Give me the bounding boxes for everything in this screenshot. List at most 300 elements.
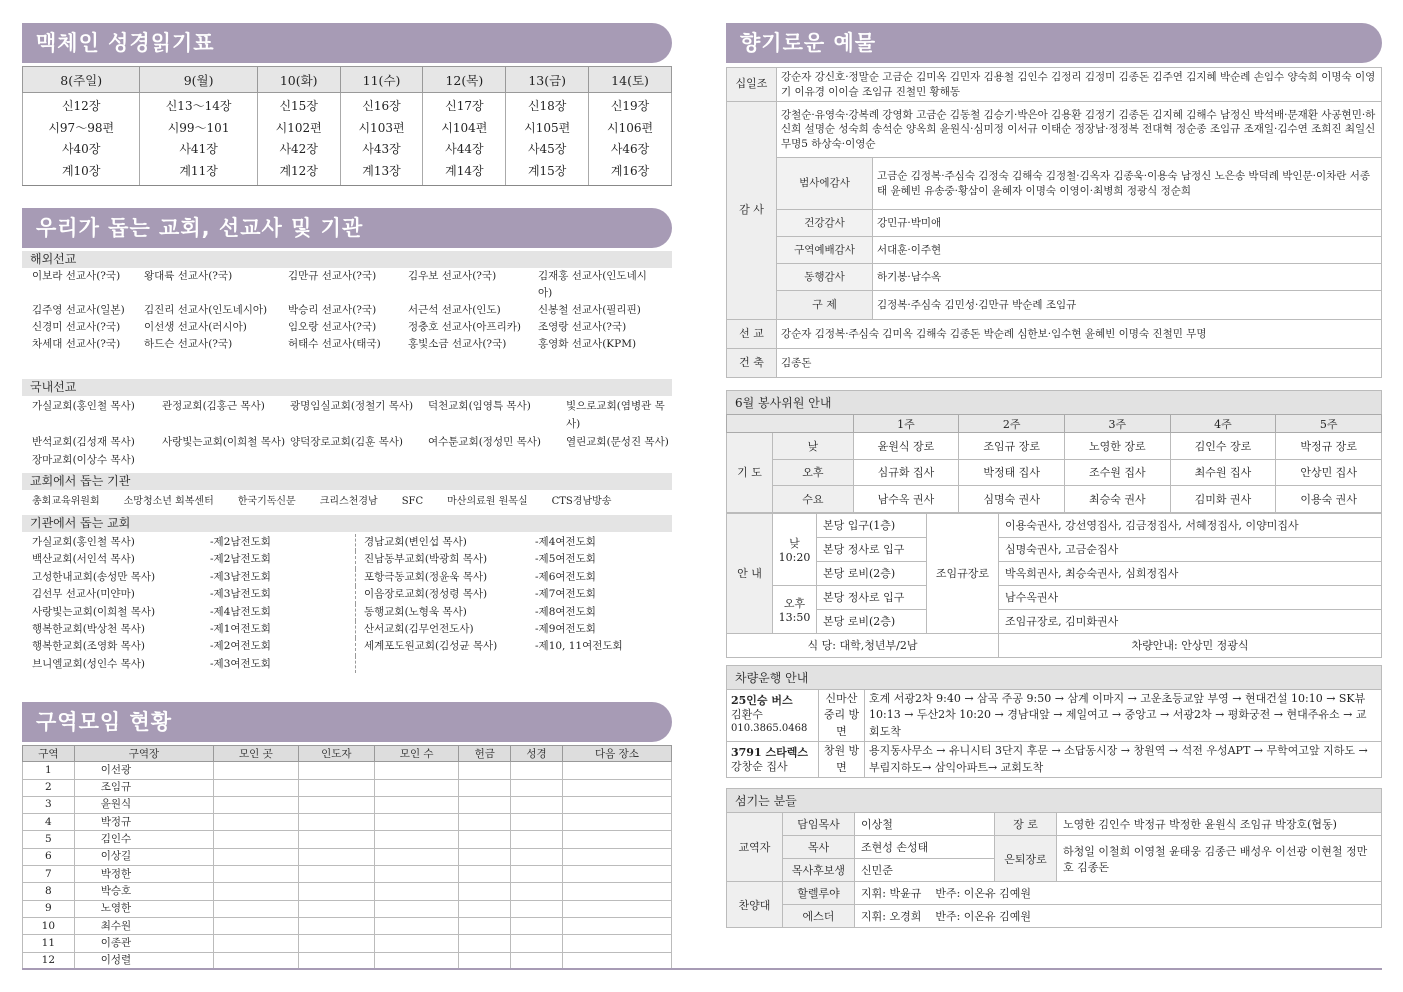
relief-names: 김정복·주심숙 김민성·김만규 박순례 조임규 bbox=[873, 291, 1382, 320]
area-meeting-title: 구역모임 현황 bbox=[22, 702, 672, 742]
domestic-church: 광명임실교회(정철기 목사) bbox=[290, 400, 414, 412]
reading: 시105편 bbox=[524, 120, 571, 135]
prayer-slot: 오후 bbox=[773, 459, 854, 486]
church-name: 백산교회(서인석 목사) bbox=[32, 553, 135, 566]
elders-names: 노영한 김인수 박정규 박정한 윤원식 조임규 박장호(협동) bbox=[1057, 813, 1382, 836]
minister-role: 목사후보생 bbox=[783, 859, 855, 882]
area-cell bbox=[459, 831, 511, 848]
day-header: 9(월) bbox=[140, 67, 257, 93]
area-cell bbox=[214, 900, 298, 917]
missionary: 김주영 선교사(일본) bbox=[32, 304, 125, 316]
overseas-label: 해외선교 bbox=[22, 251, 672, 268]
week-header: 4주 bbox=[1170, 415, 1276, 433]
area-leader: 이선광 bbox=[74, 762, 213, 779]
area-cell bbox=[214, 814, 298, 831]
guide-names: 박옥희권사, 최승숙권사, 심희정집사 bbox=[999, 561, 1382, 585]
choir-name: 할렐루야 bbox=[783, 882, 855, 905]
table-row bbox=[727, 633, 1382, 657]
missionary: 조영랑 선교사(?국) bbox=[538, 321, 627, 333]
prayer-person: 최수원 집사 bbox=[1170, 459, 1276, 486]
guide-label: 안 내 bbox=[727, 513, 773, 633]
minister-name: 신민준 bbox=[855, 859, 995, 882]
thanks-names: 강철순·유영숙·강복례 강영화 고금순 김동철 김승기·박은아 김용환 김정기 김종돈 김지혜 김해수 남정신 박석배·문재환 사공현민·하신희 설명순 성숙희 송석순 양옥희 윤원식·심미정 이서규 이태순 정장남·정정복 전대혁 정순종 조임규 조재일·김수연 조희진 최일신 무명5 하상숙·이영순 bbox=[777, 102, 1382, 158]
table-row bbox=[727, 486, 1382, 513]
day-readings bbox=[506, 93, 589, 186]
area-cell bbox=[562, 952, 671, 969]
domestic-church: 장마교회(이상수 목사) bbox=[32, 454, 135, 466]
guide-place: 본당 정사로 입구 bbox=[817, 537, 927, 561]
right-column bbox=[726, 0, 1382, 928]
church-name: 이음장로교회(정성령 목사) bbox=[355, 586, 535, 603]
thanks-sub-label: 건강감사 bbox=[777, 210, 873, 237]
day-readings bbox=[257, 93, 340, 186]
area-cell bbox=[214, 866, 298, 883]
guide-slot-afternoon bbox=[773, 585, 817, 633]
prayer-person: 박정규 장로 bbox=[1276, 433, 1382, 460]
reading: 신18장 bbox=[527, 99, 567, 113]
churches-list bbox=[22, 534, 672, 673]
day-header: 11(수) bbox=[340, 67, 423, 93]
thanks-sub-names: 강민규·박미애 bbox=[873, 210, 1382, 237]
reading: 계16장 bbox=[610, 163, 650, 178]
area-leader: 김인수 bbox=[74, 831, 213, 848]
minister-name: 이상철 bbox=[855, 813, 995, 836]
area-cell bbox=[459, 814, 511, 831]
bus1-route: 호계 서광2차 9:40 → 삼곡 주공 9:50 → 삼계 이마지 → 고운초등교앞 부영 → 현대건설 10:10 → SK뷰 10:13 → 두산2차 10:20 → 경남대앞 → 제일여고 → 중앙고 → 서광2차 → 평화궁전 → 현대주유소 → 교회도착 bbox=[865, 689, 1382, 742]
area-cell bbox=[214, 831, 298, 848]
area-header: 다음 장소 bbox=[562, 746, 671, 762]
area-cell bbox=[374, 900, 458, 917]
church-sponsor: -제1여전도회 bbox=[210, 623, 271, 636]
guide-slot-time: 10:20 bbox=[778, 550, 811, 564]
church-name: 행복한교회(박상천 목사) bbox=[32, 623, 145, 636]
area-header: 모인 수 bbox=[374, 746, 458, 762]
missionary: 홍영화 선교사(KPM) bbox=[538, 338, 637, 350]
church-name: 세계포도원교회(김성균 목사) bbox=[355, 638, 535, 655]
table-row bbox=[23, 848, 672, 865]
area-cell bbox=[511, 935, 563, 952]
area-cell bbox=[374, 831, 458, 848]
table-row bbox=[23, 814, 672, 831]
guide-slot-name: 낮 bbox=[789, 536, 800, 550]
area-number: 12 bbox=[23, 952, 75, 969]
day-readings bbox=[340, 93, 423, 186]
area-cell bbox=[511, 900, 563, 917]
guide-slot-time: 13:50 bbox=[778, 610, 811, 624]
ministers-label: 교역자 bbox=[727, 813, 783, 882]
area-cell bbox=[298, 796, 374, 813]
choir-accompanist: 반주: 이온유 김예원 bbox=[935, 910, 1032, 923]
church-sponsor bbox=[535, 656, 635, 673]
table-row bbox=[23, 952, 672, 969]
area-leader: 이상길 bbox=[74, 848, 213, 865]
day-readings bbox=[140, 93, 257, 186]
area-cell bbox=[214, 848, 298, 865]
table-row bbox=[23, 796, 672, 813]
missionary: 허태수 선교사(태국) bbox=[288, 338, 381, 350]
reading: 계13장 bbox=[362, 163, 401, 178]
area-cell bbox=[511, 779, 563, 796]
area-cell bbox=[298, 762, 374, 779]
prayer-label: 기 도 bbox=[727, 433, 773, 513]
area-cell bbox=[562, 917, 671, 934]
area-cell bbox=[562, 848, 671, 865]
prayer-person: 남수옥 권사 bbox=[853, 486, 959, 513]
bus2-name: 3791 스타렉스 bbox=[731, 745, 808, 759]
staff-title: 섬기는 분들 bbox=[726, 788, 1382, 812]
area-cell bbox=[298, 883, 374, 900]
guide-slot-name: 오후 bbox=[783, 596, 806, 610]
missionary: 왕대륙 선교사(?국) bbox=[144, 270, 233, 282]
area-number: 10 bbox=[23, 917, 75, 934]
overseas-mission-section bbox=[22, 251, 672, 353]
reading: 신19장 bbox=[610, 99, 650, 113]
institutions-label: 교회에서 돕는 기관 bbox=[22, 473, 672, 490]
prayer-person: 노영한 장로 bbox=[1064, 433, 1170, 460]
area-cell bbox=[459, 866, 511, 883]
bus1-phone: 010.3865.0468 bbox=[731, 723, 808, 735]
churches-label: 기관에서 돕는 교회 bbox=[22, 515, 672, 532]
area-header: 성경 bbox=[511, 746, 563, 762]
reading: 사46장 bbox=[610, 142, 650, 156]
domestic-church: 반석교회(김성재 목사) bbox=[32, 436, 135, 448]
institution: 크리스천경남 bbox=[319, 496, 378, 507]
area-cell bbox=[562, 866, 671, 883]
building-label: 건 축 bbox=[727, 349, 777, 378]
missionary: 이보라 선교사(?국) bbox=[32, 270, 121, 282]
missionary: 이선생 선교사(러시아) bbox=[144, 321, 247, 333]
area-number: 8 bbox=[23, 883, 75, 900]
domestic-church: 양덕장로교회(김훈 목사) bbox=[290, 436, 403, 448]
area-cell bbox=[562, 900, 671, 917]
thanks-label: 감 사 bbox=[727, 102, 777, 320]
prayer-person: 조수원 집사 bbox=[1064, 459, 1170, 486]
area-leader: 노영한 bbox=[74, 900, 213, 917]
area-cell bbox=[214, 883, 298, 900]
church-sponsor: -제8여전도회 bbox=[535, 605, 596, 618]
week-header: 3주 bbox=[1064, 415, 1170, 433]
church-sponsor: -제10, 11여전도회 bbox=[535, 640, 623, 653]
church-name: 가실교회(홍인철 목사) bbox=[32, 536, 135, 548]
area-cell bbox=[459, 900, 511, 917]
staff-section bbox=[726, 788, 1382, 928]
bus2-route: 용지동사무소 → 유니시티 3단지 후문 → 소답동시장 → 창원역 → 석전 우성APT → 무학여고앞 지하도 → 부림지하도→ 삼익아파트→ 교회도착 bbox=[865, 742, 1382, 778]
institution: 마산의료원 원목실 bbox=[447, 496, 528, 507]
vehicle-title: 차량운행 안내 bbox=[726, 665, 1382, 689]
week-header: 1주 bbox=[853, 415, 959, 433]
area-leader: 조임규 bbox=[74, 779, 213, 796]
area-header: 구역장 bbox=[74, 746, 213, 762]
bus1-driver: 김환수 bbox=[731, 708, 763, 722]
area-cell bbox=[374, 883, 458, 900]
area-cell bbox=[511, 831, 563, 848]
prayer-person: 심규화 집사 bbox=[853, 459, 959, 486]
reading: 사43장 bbox=[362, 142, 401, 156]
area-cell bbox=[511, 952, 563, 969]
prayer-slot: 낮 bbox=[773, 433, 854, 460]
table-row bbox=[23, 917, 672, 934]
reading: 신17장 bbox=[445, 99, 484, 113]
prayer-slot: 수요 bbox=[773, 486, 854, 513]
prayer-person: 김미화 권사 bbox=[1170, 486, 1276, 513]
table-row bbox=[727, 433, 1382, 460]
area-number: 4 bbox=[23, 814, 75, 831]
thanks-sub-label: 동행감사 bbox=[777, 264, 873, 291]
guide-names: 이용숙권사, 강선영집사, 김금정집사, 서혜정집사, 이양미집사 bbox=[999, 513, 1382, 537]
tithe-label: 십일조 bbox=[727, 68, 777, 102]
area-number: 6 bbox=[23, 848, 75, 865]
overseas-list bbox=[22, 268, 672, 353]
church-sponsor: -제3여전도회 bbox=[210, 657, 271, 670]
area-cell bbox=[511, 917, 563, 934]
building-names: 김종돈 bbox=[777, 349, 1382, 378]
institution: 소망청소년 회복센터 bbox=[123, 496, 214, 507]
area-header: 구역 bbox=[23, 746, 75, 762]
area-number: 1 bbox=[23, 762, 75, 779]
institution: 총회교육위원회 bbox=[32, 496, 100, 507]
reading: 계12장 bbox=[279, 163, 318, 178]
missionary: 박승리 선교사(?국) bbox=[288, 304, 377, 316]
reading: 시99～101 bbox=[167, 120, 230, 135]
reading: 시97～98편 bbox=[48, 120, 115, 135]
day-header: 14(토) bbox=[589, 67, 672, 93]
missionary: 하드슨 선교사(?국) bbox=[144, 338, 233, 350]
guide-place: 본당 입구(1층) bbox=[817, 513, 927, 537]
reading: 신12장 bbox=[61, 99, 101, 113]
choir-accompanist: 반주: 이온유 김예원 bbox=[935, 887, 1032, 900]
parking-info: 차량안내: 안상민 정광식 bbox=[999, 633, 1382, 657]
guide-leader: 조임규장로 bbox=[927, 513, 999, 633]
domestic-church: 열린교회(문성진 목사) bbox=[566, 436, 669, 448]
area-cell bbox=[511, 762, 563, 779]
area-cell bbox=[511, 848, 563, 865]
reading: 시106편 bbox=[607, 120, 654, 135]
support-title: 우리가 돕는 교회, 선교사 및 기관 bbox=[22, 208, 672, 248]
guide-names: 조임규장로, 김미화권사 bbox=[999, 609, 1382, 633]
bible-reading-table bbox=[22, 66, 672, 186]
missionary: 차세대 선교사(?국) bbox=[32, 338, 121, 350]
area-cell bbox=[374, 866, 458, 883]
area-number: 5 bbox=[23, 831, 75, 848]
bible-reading-title: 맥체인 성경읽기표 bbox=[22, 23, 672, 63]
domestic-church: 여수툰교회(정성민 목사) bbox=[428, 436, 541, 448]
area-cell bbox=[459, 917, 511, 934]
area-cell bbox=[214, 796, 298, 813]
thanks-sub-names: 하기봉·남수옥 bbox=[873, 264, 1382, 291]
table-row bbox=[23, 831, 672, 848]
reading: 계10장 bbox=[61, 163, 101, 178]
choir-staff bbox=[855, 882, 1382, 905]
domestic-list bbox=[22, 397, 672, 469]
staff-table bbox=[726, 812, 1382, 928]
missionary: 김재홍 선교사(인도네시아) bbox=[538, 270, 647, 299]
week-header: 5주 bbox=[1276, 415, 1382, 433]
bus2-driver: 강창순 집사 bbox=[731, 759, 788, 773]
area-number: 2 bbox=[23, 779, 75, 796]
day-header: 12(목) bbox=[423, 67, 506, 93]
church-name: 동행교회(노형욱 목사) bbox=[355, 604, 535, 621]
missionary: 김진리 선교사(인도네시아) bbox=[144, 304, 268, 316]
reading: 시102편 bbox=[275, 120, 322, 135]
area-cell bbox=[374, 779, 458, 796]
area-cell bbox=[459, 762, 511, 779]
choir-staff bbox=[855, 905, 1382, 928]
guide-place: 본당 로비(2층) bbox=[817, 561, 927, 585]
missionary: 신봉철 선교사(필리핀) bbox=[538, 304, 641, 316]
thanks-sub-names: 고금순 김정복·주심숙 김정숙 김해숙 김정철·김옥자 김종욱·이용숙 남정신 노은송 박덕례 박인문·이차란 서종태 윤혜빈 유송중·황삼이 윤혜자 이명숙 이영이·최병희 정광식 정순희 bbox=[873, 158, 1382, 210]
churches-section bbox=[22, 515, 672, 673]
table-row bbox=[727, 513, 1382, 537]
table-row bbox=[23, 762, 672, 779]
reading: 사44장 bbox=[445, 142, 484, 156]
retired-elders-names: 하청일 이철희 이영철 윤태웅 김종근 배성우 이선광 이현철 정만호 김종돈 bbox=[1057, 836, 1382, 882]
area-cell bbox=[298, 779, 374, 796]
day-readings bbox=[423, 93, 506, 186]
domestic-label: 국내선교 bbox=[22, 379, 672, 396]
tithe-names: 강순자 강신호·정말순 고금순 김미옥 김민자 김용철 김인수 김정리 김정미 김종돈 김주연 김지혜 박순례 손임수 양숙희 이명숙 이영기 이유경 이이슬 조임규 진철민 황해동 bbox=[777, 68, 1382, 102]
church-name: 행복한교회(조영화 목사) bbox=[32, 640, 145, 653]
service-section bbox=[726, 390, 1382, 658]
table-row bbox=[23, 935, 672, 952]
mission-label: 선 교 bbox=[727, 320, 777, 349]
church-sponsor: -제4여전도회 bbox=[535, 536, 596, 548]
area-cell bbox=[459, 883, 511, 900]
day-readings bbox=[589, 93, 672, 186]
bottom-divider bbox=[22, 968, 1382, 970]
choir-conductor: 지휘: 박윤규 bbox=[861, 887, 922, 900]
area-header: 모인 곳 bbox=[214, 746, 298, 762]
area-cell bbox=[562, 935, 671, 952]
area-cell bbox=[459, 796, 511, 813]
minister-name: 조현성 손성태 bbox=[855, 836, 995, 859]
domestic-mission-section bbox=[22, 379, 672, 469]
prayer-person: 최승숙 권사 bbox=[1064, 486, 1170, 513]
area-cell bbox=[298, 917, 374, 934]
church-name: 사랑빛는교회(이희철 목사) bbox=[32, 605, 156, 618]
vehicle-section bbox=[726, 665, 1382, 779]
area-cell bbox=[511, 814, 563, 831]
reading: 신16장 bbox=[362, 99, 401, 113]
area-cell bbox=[459, 779, 511, 796]
bus2-info bbox=[727, 742, 819, 778]
area-number: 7 bbox=[23, 866, 75, 883]
church-sponsor: -제2남전도회 bbox=[210, 536, 271, 548]
area-cell bbox=[374, 935, 458, 952]
area-cell bbox=[298, 935, 374, 952]
table-row bbox=[23, 900, 672, 917]
week-header: 2주 bbox=[959, 415, 1065, 433]
area-cell bbox=[214, 935, 298, 952]
day-header: 10(화) bbox=[257, 67, 340, 93]
area-leader: 이성렬 bbox=[74, 952, 213, 969]
institutions-section bbox=[22, 473, 672, 510]
bus1-info bbox=[727, 689, 819, 742]
service-table bbox=[726, 414, 1382, 513]
table-row bbox=[727, 609, 1382, 633]
area-cell bbox=[511, 796, 563, 813]
area-cell bbox=[374, 814, 458, 831]
church-name: 산서교회(김무언전도사) bbox=[355, 621, 535, 638]
area-cell bbox=[511, 883, 563, 900]
church-sponsor: -제6여전도회 bbox=[535, 570, 596, 583]
church-sponsor: -제2남전도회 bbox=[210, 553, 271, 566]
reading: 계14장 bbox=[445, 163, 484, 178]
relief-label: 구 제 bbox=[777, 291, 873, 320]
service-title: 6월 봉사위원 안내 bbox=[726, 390, 1382, 414]
domestic-church: 가실교회(홍인철 목사) bbox=[32, 400, 135, 412]
reading: 계15장 bbox=[527, 163, 567, 178]
table-row bbox=[23, 866, 672, 883]
guide-place: 본당 로비(2층) bbox=[817, 609, 927, 633]
area-cell bbox=[562, 831, 671, 848]
reading: 사45장 bbox=[527, 142, 567, 156]
church-sponsor: -제9여전도회 bbox=[535, 623, 596, 636]
table-row bbox=[23, 883, 672, 900]
church-name: 고성한내교회(송성만 목사) bbox=[32, 570, 156, 583]
missionary: 정충호 선교사(아프리카) bbox=[408, 321, 521, 333]
institution: CTS경남방송 bbox=[551, 496, 612, 507]
choir-conductor: 지휘: 오경희 bbox=[861, 910, 922, 923]
institution: 한국기독신문 bbox=[237, 496, 296, 507]
area-cell bbox=[511, 866, 563, 883]
minister-role: 담임목사 bbox=[783, 813, 855, 836]
thanks-sub-label: 구역예배감사 bbox=[777, 237, 873, 264]
reading: 계11장 bbox=[179, 163, 218, 178]
church-name: 포항극동교회(정윤욱 목사) bbox=[355, 569, 535, 586]
area-cell bbox=[214, 952, 298, 969]
missionary: 김만규 선교사(?국) bbox=[288, 270, 377, 282]
church-name: 진남동부교회(박광희 목사) bbox=[355, 551, 535, 568]
day-readings bbox=[23, 93, 140, 186]
area-cell bbox=[298, 900, 374, 917]
area-number: 3 bbox=[23, 796, 75, 813]
table-row bbox=[727, 561, 1382, 585]
minister-role: 목사 bbox=[783, 836, 855, 859]
reading: 시103편 bbox=[358, 120, 405, 135]
prayer-person: 안상민 집사 bbox=[1276, 459, 1382, 486]
guide-names: 심명숙권사, 고금순집사 bbox=[999, 537, 1382, 561]
table-row bbox=[727, 537, 1382, 561]
left-column bbox=[22, 0, 672, 970]
guide-slot-morning bbox=[773, 513, 817, 585]
bus2-region: 창원 방면 bbox=[819, 742, 865, 778]
reading: 사42장 bbox=[279, 142, 318, 156]
choir-label: 찬양대 bbox=[727, 882, 783, 928]
elders-label: 장 로 bbox=[995, 813, 1057, 836]
area-cell bbox=[298, 814, 374, 831]
institution: SFC bbox=[401, 496, 424, 507]
church-name: 김선무 선교사(미얀마) bbox=[32, 588, 135, 601]
institutions-list bbox=[22, 493, 672, 510]
area-cell bbox=[562, 779, 671, 796]
area-cell bbox=[562, 762, 671, 779]
area-leader: 박정한 bbox=[74, 866, 213, 883]
area-cell bbox=[562, 796, 671, 813]
guide-place: 본당 정사로 입구 bbox=[817, 585, 927, 609]
prayer-person: 조임규 장로 bbox=[959, 433, 1065, 460]
day-header: 8(주일) bbox=[23, 67, 140, 93]
choir-name: 에스더 bbox=[783, 905, 855, 928]
area-cell bbox=[214, 762, 298, 779]
area-cell bbox=[459, 935, 511, 952]
guide-table bbox=[726, 513, 1382, 658]
vehicle-table bbox=[726, 689, 1382, 779]
missionary: 임오랑 선교사(?국) bbox=[288, 321, 377, 333]
area-cell bbox=[562, 814, 671, 831]
area-cell bbox=[298, 866, 374, 883]
bus1-region: 신마산 중리 방면 bbox=[819, 689, 865, 742]
area-leader: 최수원 bbox=[74, 917, 213, 934]
